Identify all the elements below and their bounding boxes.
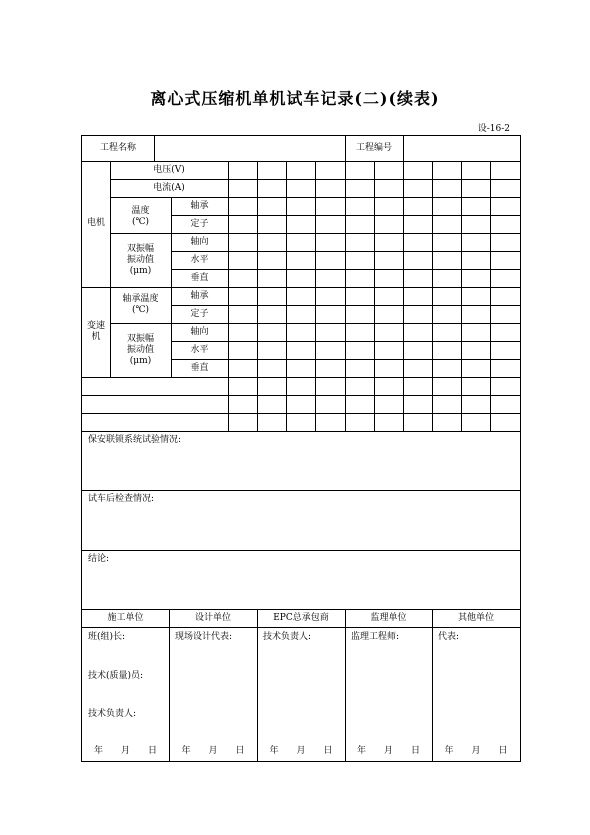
project-name-label: 工程名称 [99,143,136,153]
interlock-test-label: 保安联锁系统试验情况: [88,435,182,445]
other-unit-label: 其他单位 [457,613,494,623]
representative-label: 代表: [438,632,460,642]
gearbox-vibration-label: 双振幅 振动值 (μm) [126,334,154,366]
gearbox-bearing-temp-label: 轴承温度 (℃) [122,294,159,315]
voltage-label: 电压(V) [153,165,185,175]
page-title: 离心式压缩机单机试车记录(二)(续表) [150,89,440,108]
form-code: 设-16-2 [477,124,510,134]
gearbox-horizontal-label: 水平 [190,345,209,355]
site-design-rep-label: 现场设计代表: [175,632,233,642]
motor-stator-label: 定子 [190,219,209,229]
design-unit-label: 设计单位 [194,613,231,623]
record-form [81,135,521,762]
project-no-label: 工程编号 [355,143,392,153]
date-field-2: 年 月 日 [181,746,245,756]
motor-horizontal-label: 水平 [190,255,209,265]
epc-contractor-label: EPC总承包商 [273,613,329,623]
team-leader-label: 班(组)长: [88,632,126,642]
gearbox-group-label: 变速 机 [86,321,105,342]
gearbox-bearing-label: 轴承 [190,291,209,301]
epc-tech-lead-label: 技术负责人: [263,632,312,642]
gearbox-stator-label: 定子 [190,309,209,319]
quality-tech-label: 技术(质量)员: [88,671,144,681]
conclusion-label: 结论: [88,554,110,564]
date-field-1: 年 月 日 [93,746,157,756]
construction-unit-label: 施工单位 [107,613,144,623]
date-field-3: 年 月 日 [269,746,333,756]
current-label: 电流(A) [153,183,185,193]
date-field-4: 年 月 日 [356,746,420,756]
supervision-unit-label: 监理单位 [370,613,407,623]
gearbox-vertical-label: 垂直 [190,363,209,373]
gearbox-axial-label: 轴向 [190,327,209,337]
tech-lead-label: 技术负责人: [88,709,137,719]
supervision-engineer-label: 监理工程师: [351,632,400,642]
motor-axial-label: 轴向 [190,237,209,247]
motor-vertical-label: 垂直 [190,273,209,283]
motor-temp-label: 温度 (℃) [131,206,150,227]
date-field-5: 年 月 日 [444,746,508,756]
post-check-label: 试车后检查情况: [88,494,155,504]
motor-vibration-label: 双振幅 振动值 (μm) [126,244,154,276]
motor-bearing-label: 轴承 [190,201,209,211]
motor-group-label: 电机 [86,218,105,228]
